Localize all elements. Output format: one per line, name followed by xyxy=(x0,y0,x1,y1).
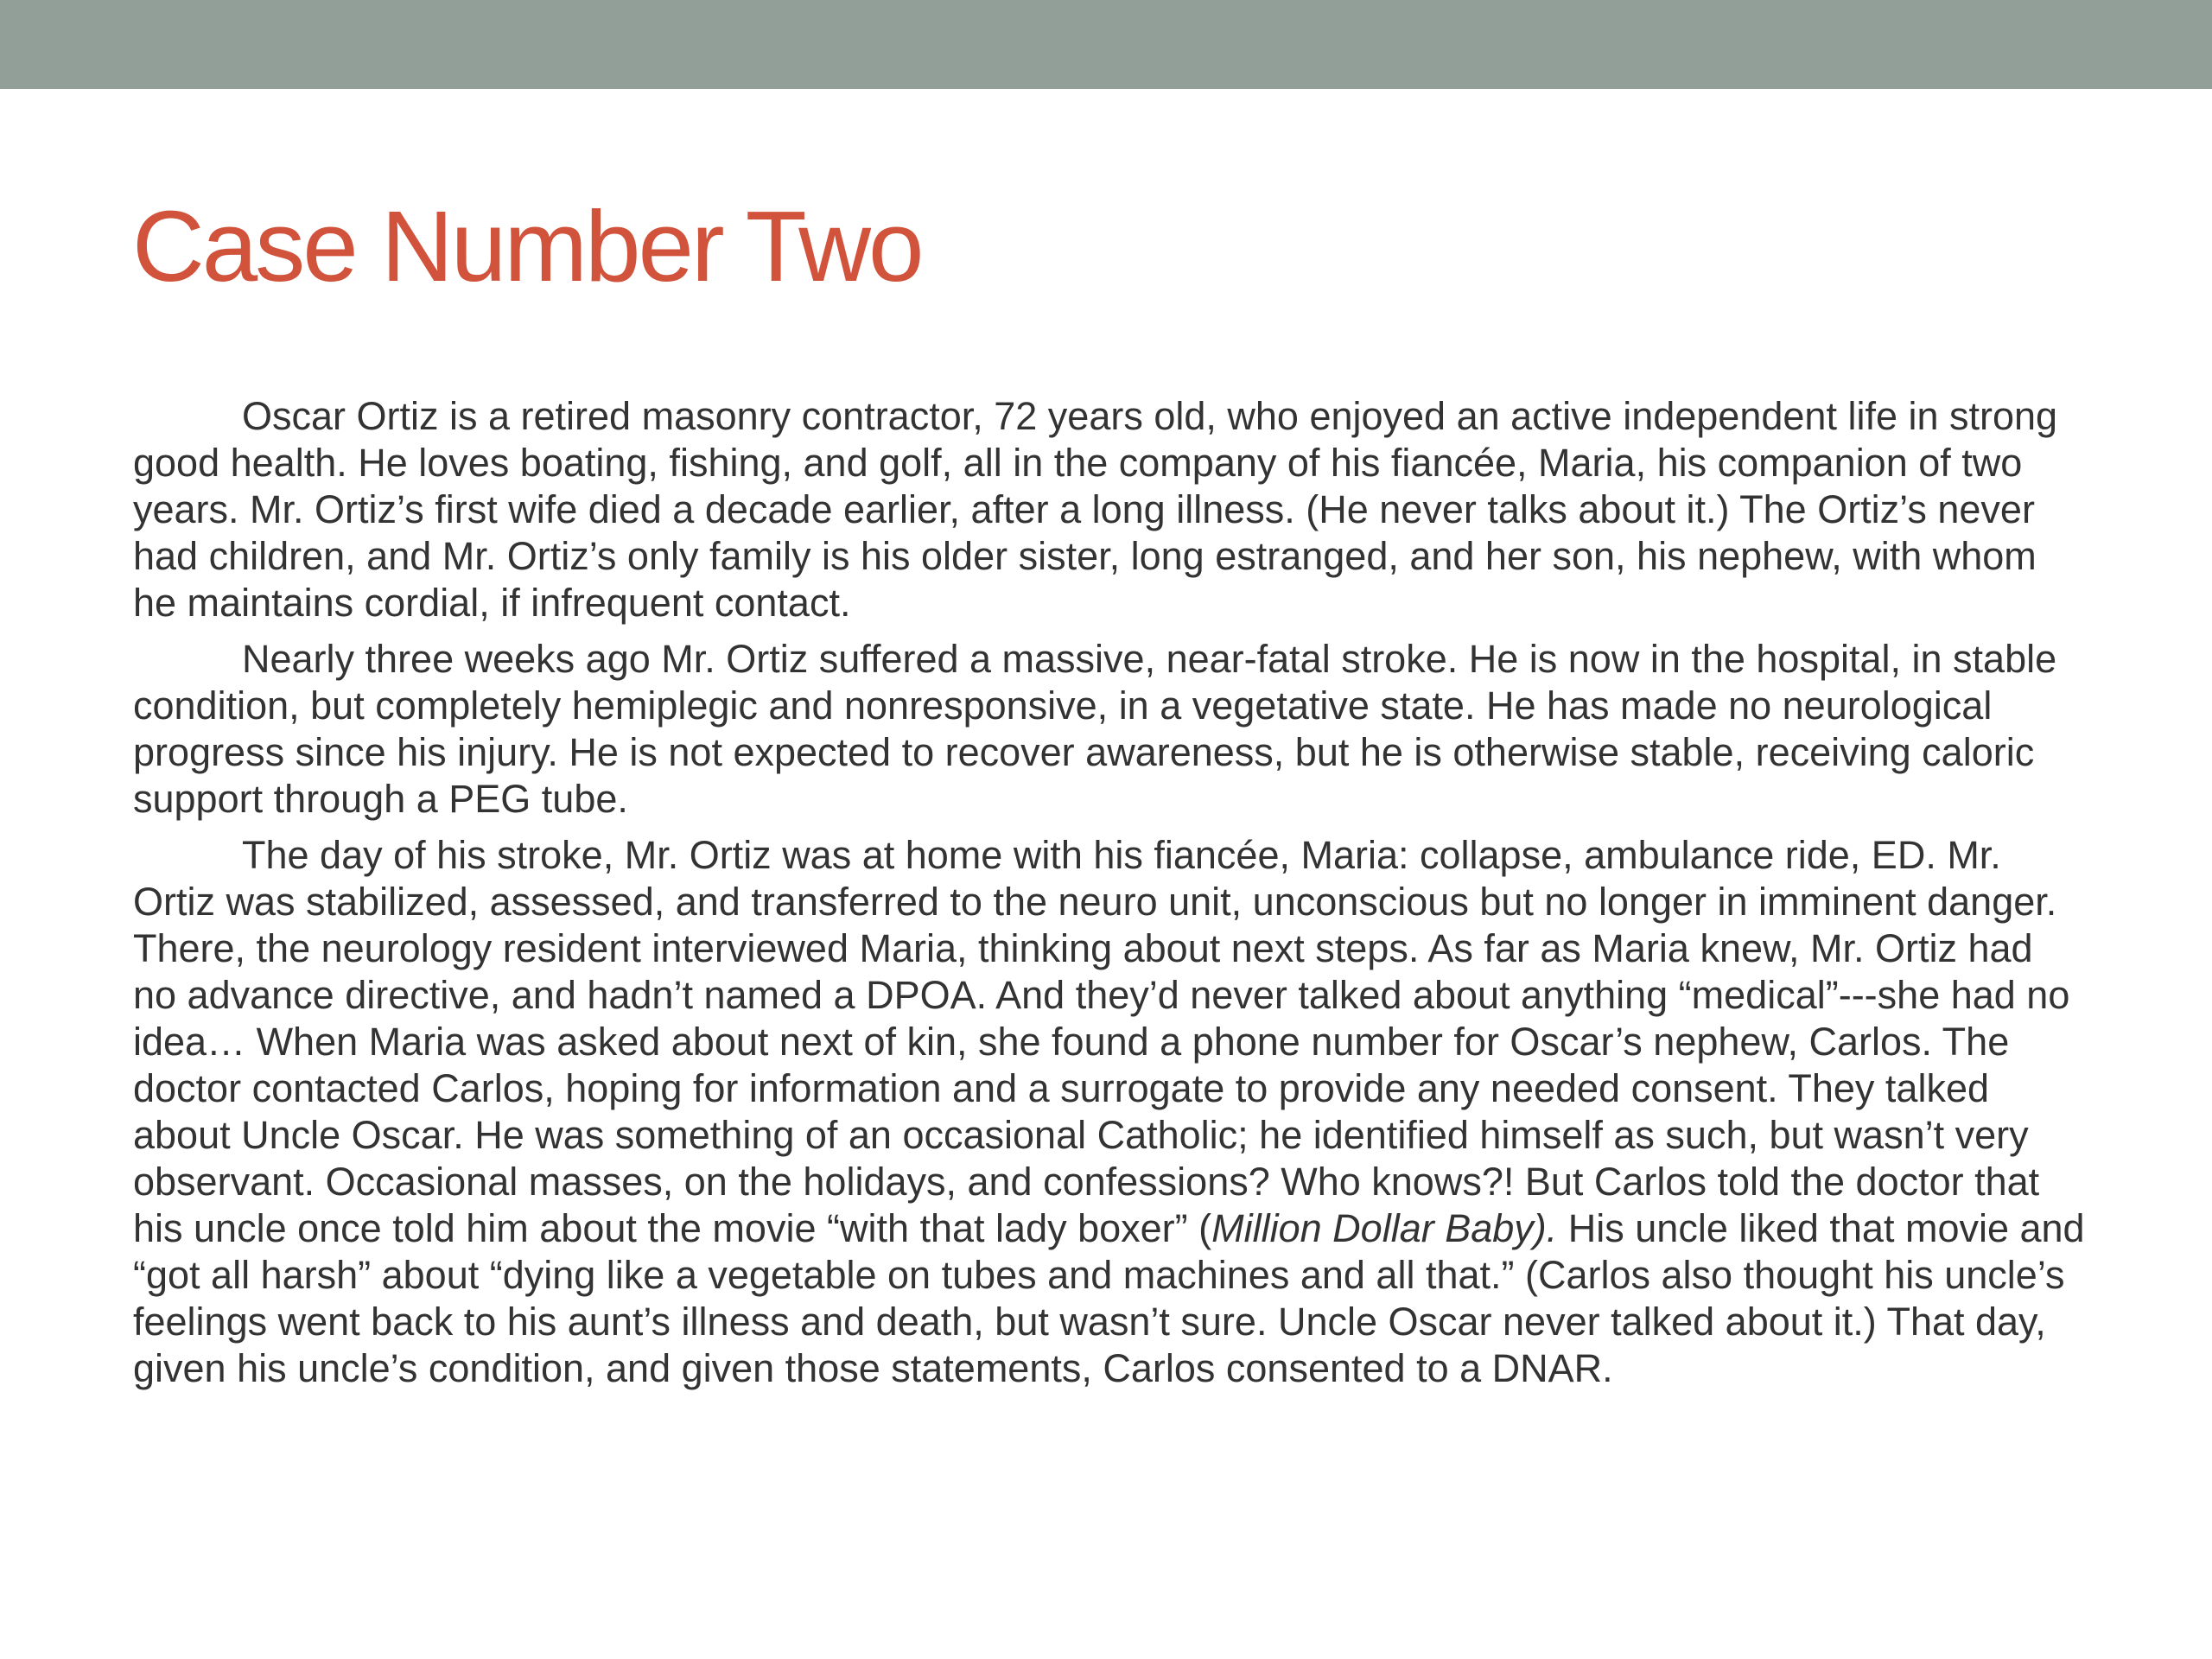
paragraph-background: Oscar Ortiz is a retired masonry contractor, 72 years old, who enjoyed an active independent life in strong good health. He loves boating, fishing, and golf, all in the company of his fiancée, Maria, his companion of two years. Mr. Ortiz’s first wife died a decade earlier, after a long illness. (He never talks about it.) The Ortiz’s never had children, and Mr. Ortiz’s only family is his older sister, long estranged, and her son, his nephew, with whom he maintains cordial, if infrequent contact. xyxy=(133,394,2058,625)
top-banner xyxy=(0,0,2212,89)
paragraph-text-part-1: The day of his stroke, Mr. Ortiz was at home with his fiancée, Maria: collapse, ambulance ride, ED. Mr. Ortiz was stabilized, assessed, and transferred to the neuro unit, unconscious but no longer in imminent danger. There, the neurology resident interviewed Maria, thinking about next steps. As far as Maria knew, Mr. Ortiz had no advance directive, and hadn’t named a DPOA. And they’d never talked about anything “medical”---she had no idea… When Maria was asked about next of kin, she found a phone number for Oscar’s nephew, Carlos. The doctor contacted Carlos, hoping for information and a surrogate to provide any needed consent. They talked about Uncle Oscar. He was something of an occasional Catholic; he identified himself as such, but wasn’t very observant. Occasional masses, on the holidays, and confessions? Who knows?! But Carlos told the doctor that his uncle once told him about the movie “with that lady boxer” ( xyxy=(133,833,2070,1250)
slide-body xyxy=(133,393,2086,1402)
paragraph-stroke: Nearly three weeks ago Mr. Ortiz suffered a massive, near-fatal stroke. He is now in the hospital, in stable condition, but completely hemiplegic and nonresponsive, in a vegetative state. He has made no neurological progress since his injury. He is not expected to recover awareness, but he is otherwise stable, receiving caloric support through a PEG tube. xyxy=(133,637,2057,821)
slide-title: Case Number Two xyxy=(132,190,922,302)
movie-title: Million Dollar Baby). xyxy=(1211,1206,1558,1250)
paragraph-day-of-stroke xyxy=(133,832,2086,1392)
paragraph-text-part-2: His uncle liked that movie and “got all harsh” about “dying like a vegetable on tubes and machines and all that.” (Carlos also thought his uncle’s feelings went back to his aunt’s illness and death, but wasn’t sure. Uncle Oscar never talked about it.) That day, given his uncle’s condition, and given those statements, Carlos consented to a DNAR. xyxy=(133,1206,2085,1390)
